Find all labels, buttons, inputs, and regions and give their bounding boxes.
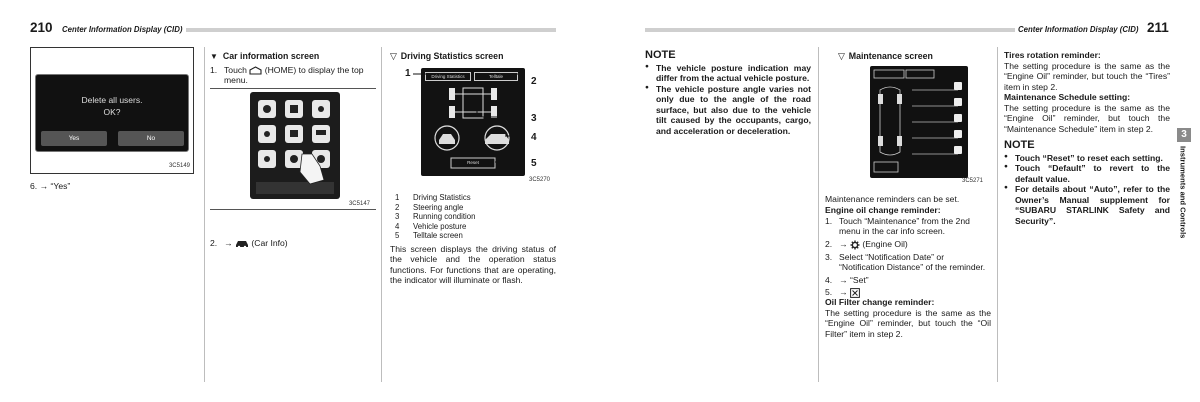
triangle-bullet-icon: ▼ [210, 52, 218, 61]
home-menu-screen [250, 92, 340, 199]
chapter-label: Instruments and Controls [1178, 146, 1188, 239]
dialog-message-line1: Delete all users. [81, 95, 143, 105]
car-info-icon [235, 239, 249, 248]
triangle-outline-icon: ▽ [390, 51, 397, 61]
step-6: 6. → “Yes” [30, 181, 71, 191]
maint-schedule-body: The setting procedure is the same as the “Engine Oil” reminder, but touch the “Maintenance Schedule” item in step 2. [1004, 103, 1170, 134]
maint-step-5: 5. → [825, 287, 991, 298]
oil-filter-subheading: Oil Filter change reminder: [825, 297, 935, 307]
legend-item: 1 Driving Statistics [395, 193, 471, 202]
left-page-number: 210 [30, 20, 53, 35]
telltale-tab[interactable]: Telltale [474, 72, 518, 81]
car-info-step-2: 2. → (Car Info) [210, 237, 288, 248]
maintenance-screen [870, 66, 968, 178]
note-item: ● For details about “Auto”, refer to the Owner’s Manual supplement for “SUBARU STARLINK Safety and Security”. [1004, 184, 1170, 226]
callout-leaders [405, 66, 545, 186]
column-divider [204, 47, 205, 382]
triangle-outline-icon: ▽ [838, 51, 845, 61]
home-icon [249, 66, 262, 75]
legend-item: 4 Vehicle posture [395, 221, 467, 231]
right-page-number: 211 [1147, 20, 1169, 35]
tires-subheading: Tires rotation reminder: [1004, 50, 1101, 60]
legend-item: 5 Telltale screen [395, 231, 463, 240]
delete-dialog-figure [30, 47, 194, 174]
column-divider [381, 47, 382, 382]
home-menu-figure [210, 89, 376, 209]
callout-1: 1 [405, 68, 411, 79]
driving-stats-figure [405, 66, 551, 186]
maintenance-intro: Maintenance reminders can be set. [825, 194, 960, 204]
home-menu-grid [250, 92, 340, 199]
engine-oil-steps [825, 216, 991, 298]
tires-body: The setting procedure is the same as the “Engine Oil” reminder, but touch the “Tires” item in step 2. [1004, 61, 1170, 92]
right-running-title: Center Information Display (CID) [1018, 25, 1139, 34]
left-header-rule [186, 28, 556, 32]
legend-item: 3 Running condition [395, 212, 476, 221]
left-running-title: Center Information Display (CID) [62, 25, 183, 34]
note-item: ● Touch “Reset” to reset each setting. [1004, 153, 1170, 163]
note-title: NOTE [645, 49, 676, 61]
maint-step-4: 4. → “Set” [825, 274, 869, 285]
maintenance-figure [860, 64, 992, 188]
maintenance-heading: ▽ Maintenance screen [838, 51, 933, 61]
note-list [1004, 153, 1170, 226]
maint-schedule-subheading: Maintenance Schedule setting: [1004, 92, 1131, 102]
callout-4: 4 [531, 132, 537, 143]
note-item: ● Touch “Default” to revert to the default value. [1004, 163, 1170, 184]
right-header-rule [645, 28, 1015, 32]
driving-stats-heading: ▽ Driving Statistics screen [390, 51, 504, 61]
column-divider [818, 47, 819, 382]
gear-icon [850, 240, 860, 250]
engine-oil-subheading: Engine oil change reminder: [825, 205, 941, 215]
callout-2: 2 [531, 76, 537, 87]
column-divider [997, 47, 998, 382]
driving-stats-description: This screen displays the driving status of the vehicle and the operation status functions. For functions that are operating, the indicator will illuminate or flash. [390, 244, 556, 286]
callout-3: 3 [531, 113, 537, 124]
driving-statistics-tab[interactable]: Driving Statistics [425, 72, 471, 81]
figure-bottom-rule [210, 209, 376, 210]
car-info-heading: ▼ Car information screen [210, 51, 320, 61]
figure-id: 3C5270 [529, 177, 551, 183]
dialog-message-line2: OK? [103, 107, 121, 118]
driving-stats-legend [395, 193, 555, 241]
note-list [645, 63, 811, 136]
note-item: ● The vehicle posture indication may differ from the actual vehicle posture. [645, 63, 811, 84]
figure-id: 3C5271 [962, 178, 984, 184]
maint-step-1: 1. Touch “Maintenance” from the 2nd menu in the car info screen. [825, 216, 970, 237]
figure-id: 3C5149 [168, 162, 190, 169]
note-title: NOTE [1004, 139, 1035, 151]
figure-id: 3C5147 [348, 201, 370, 207]
maint-step-2: 2. → (Engine Oil) [825, 238, 908, 249]
maint-step-3: 3. Select “Notification Date” or “Notification Distance” of the reminder. [825, 251, 986, 273]
chapter-tab: 3 [1177, 128, 1191, 142]
maintenance-screen-content [870, 66, 968, 178]
oil-filter-body: The setting procedure is the same as the “Engine Oil” reminder, but touch the “Oil Filter” item in step 2. [825, 308, 991, 339]
callout-5: 5 [531, 158, 537, 169]
car-info-step-1: 1. Touch (HOME) to display the top menu. [210, 65, 364, 86]
legend-item: 2 Steering angle [395, 202, 464, 212]
dialog-no-button[interactable]: No [118, 131, 184, 146]
dialog-yes-button[interactable]: Yes [41, 131, 107, 146]
delete-users-dialog [35, 74, 189, 152]
note-item: ● The vehicle posture angle varies not only due to the angle of the road surface, but also due to the vehicle tilt caused by the occupants, cargo, and acceleration or deceleration. [645, 84, 811, 136]
telltale-reset[interactable]: Reset [467, 160, 479, 165]
